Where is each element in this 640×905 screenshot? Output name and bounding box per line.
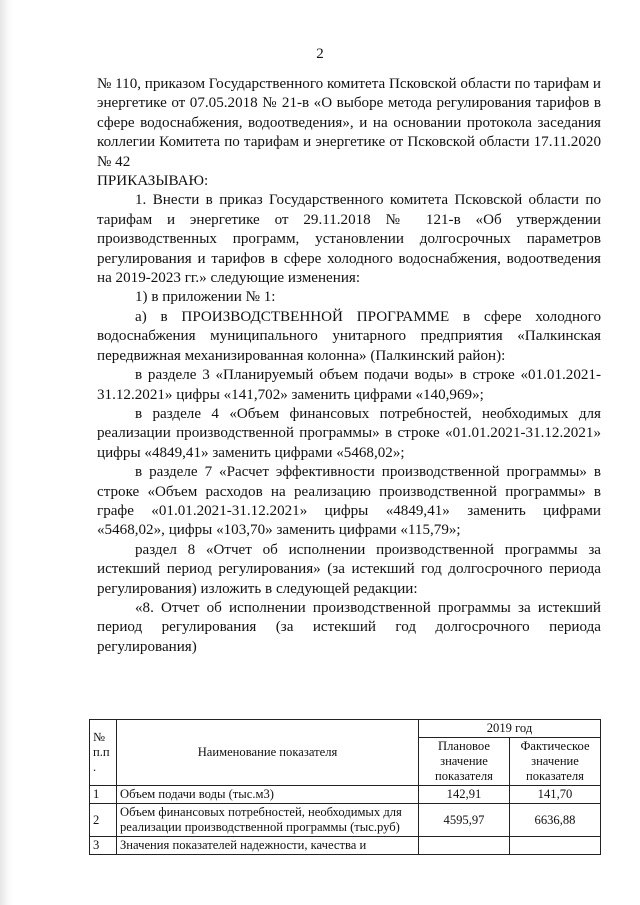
row-num: 2 [90,804,117,837]
row-num: 1 [90,786,117,804]
paragraph-section-3: в разделе 3 «Планируемый объем подачи воды» в строке «01.01.2021-31.12.2021» цифры «141,702» заменить цифрами «140,969»; [97,367,601,403]
header-num: № п.п . [90,720,117,786]
row-num: 3 [90,837,117,855]
paragraph-section-4: в разделе 4 «Объем финансовых потребностей, необходимых для реализации производственной программы» в строке «01.01.2021-31.12.2021» цифры «4849,41» заменить цифрами «5468,02»; [97,405,601,461]
row-fact: 6636,88 [510,804,601,837]
page-number: 2 [316,46,324,62]
scan-edge-shadow [0,0,14,905]
table-header-row [90,720,601,738]
paragraph-appendix: 1) в приложении № 1: [135,289,276,306]
header-fact: Фактическое значение показателя [510,738,601,786]
row-plan: 4595,97 [419,804,510,837]
row-plan: 142,91 [419,786,510,804]
paragraph-intro: № 110, приказом Государственного комитета Псковской области по тарифам и энергетике от 07.05.2018 № 21-в «О выборе метода регулирования тарифов в сфере водоснабжения, водоотведения», и на основании протокола заседания коллегии Комитета по тарифам и энергетике от Псковской области 17.11.2020 № 42 [97,76,602,170]
document-body [97,75,601,657]
table-row [90,837,601,855]
report-table [89,719,601,855]
paragraph-item-1: 1. Внести в приказ Государственного комитета Псковской области по тарифам и энергетике от 29.11.2018 № 121-в «Об утверждении производственных программ, установлении долгосрочных параметров регулирования и тарифов в сфере холодного водоснабжения, водоотведения на 2019-2023 гг.» следующие изменения: [97,192,601,287]
row-name: Значения показателей надежности, качества и [117,837,419,855]
table-row [90,786,601,804]
header-name: Наименование показателя [117,720,419,786]
header-year: 2019 год [419,720,601,738]
paragraph-section-7: в разделе 7 «Расчет эффективности производственной программы» в строке «Объем расходов на реализацию производственной программы» в графе «01.01.2021-31.12.2021» цифры «4849,41» заменить цифрами «5468,02», цифры «103,70» заменить цифрами «115,79»; [97,464,601,539]
table-row [90,804,601,837]
paragraph-order-heading: ПРИКАЗЫВАЮ: [97,173,209,190]
header-plan: Плановое значение показателя [419,738,510,786]
row-fact [510,837,601,855]
paragraph-section-8-title: «8. Отчет об исполнении производственной программы за истекший период регулирования (за истекший год долгосрочного периода регулирования) [97,599,601,655]
paragraph-section-8: раздел 8 «Отчет об исполнении производственной программы за истекший период регулирования» (за истекший год долгосрочного периода регулирования) изложить в следующей редакции: [97,541,601,597]
row-name: Объем финансовых потребностей, необходимых для реализации производственной программы (тыс.руб) [117,804,419,837]
row-plan [419,837,510,855]
paragraph-program: а) в ПРОИЗВОДСТВЕННОЙ ПРОГРАММЕ в сфере холодного водоснабжения муниципального унитарного предприятия «Палкинская передвижная механизированная колонна» (Палкинский район): [97,308,601,364]
row-name: Объем подачи воды (тыс.м3) [117,786,419,804]
row-fact: 141,70 [510,786,601,804]
